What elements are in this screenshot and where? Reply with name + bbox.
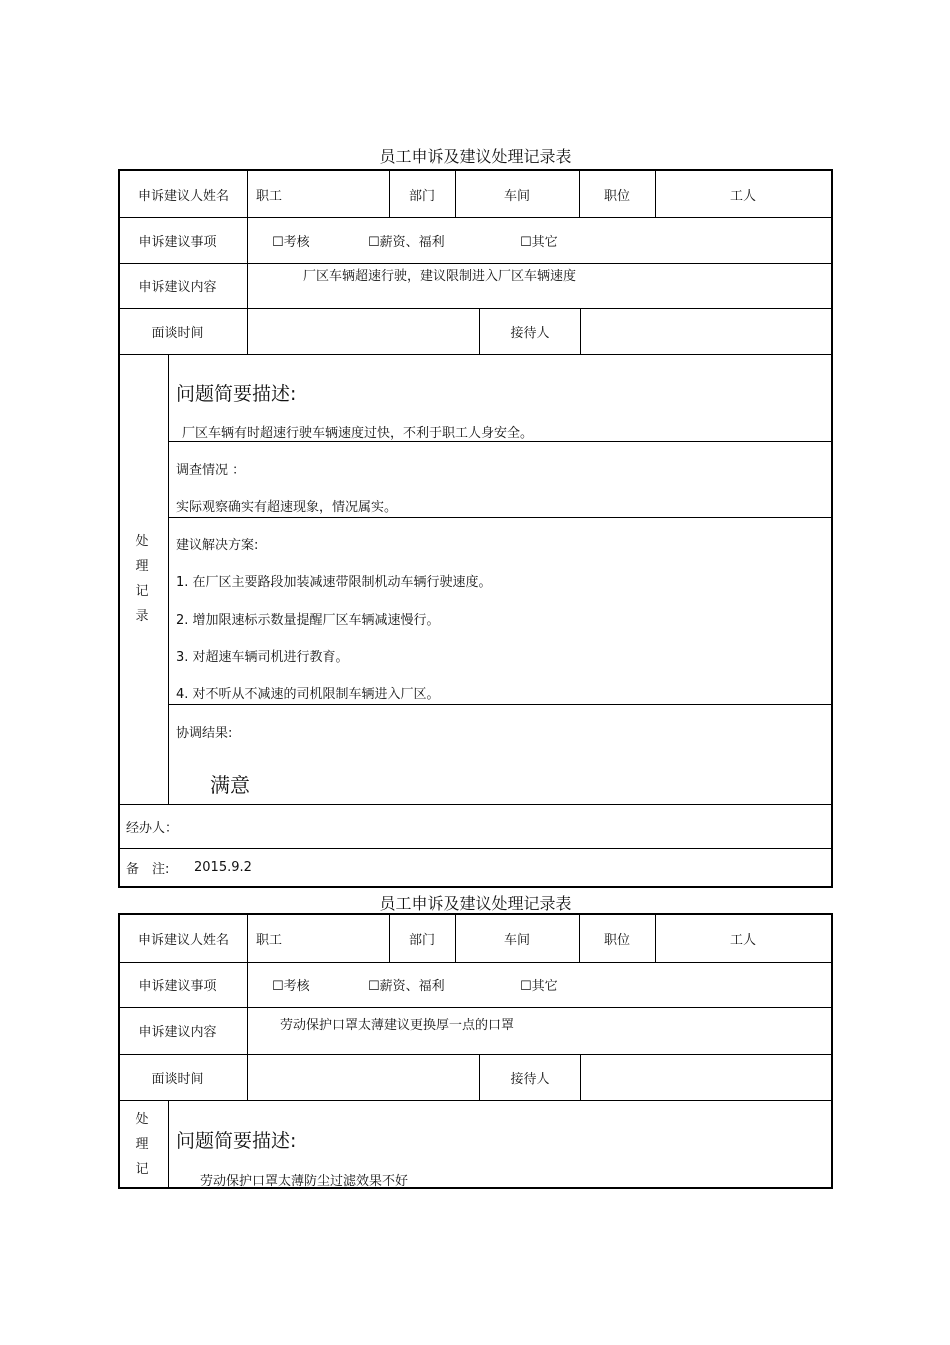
interview-value (260, 308, 470, 354)
handler-label: 经办人： (126, 820, 179, 836)
dept-value: 车间 (503, 933, 530, 948)
receiver-label: 接待人 (510, 1071, 550, 1087)
option-appraisal[interactable]: ☐考核 (272, 234, 310, 250)
problem-text: 劳动保护口罩太薄防尘过滤效果不好 (200, 1174, 409, 1189)
content-label: 申诉建议内容 (138, 1025, 217, 1040)
matter-label: 申诉建议事项 (138, 979, 217, 994)
result-heading: 协调结果: (176, 726, 233, 741)
interview-label: 面谈时间 (151, 1071, 204, 1087)
investigation-text: 实际观察确实有超速现象，情况属实。 (176, 500, 398, 515)
solution-item: 4. 对不听从不减速的司机限制车辆进入厂区。 (176, 687, 440, 702)
record-label: 处 理 记 录 (135, 534, 149, 624)
form2-table (118, 913, 833, 1189)
option-salary[interactable]: ☐薪资、福利 (368, 979, 445, 994)
content-value: 劳动保护口罩太薄建议更换厚一点的口罩 (280, 1018, 515, 1033)
name-value: 职工 (256, 188, 283, 204)
dept-label: 部门 (408, 188, 435, 204)
form2-title: 员工申诉及建议处理记录表 (379, 894, 572, 913)
problem-heading: 问题简要描述: (176, 383, 297, 405)
dept-value: 车间 (503, 188, 530, 204)
option-other[interactable]: ☐其它 (520, 234, 558, 250)
remark-value: 2015.9.2 (194, 859, 252, 875)
form1-table (118, 169, 833, 888)
interview-label: 面谈时间 (151, 325, 204, 341)
problem-text: 厂区车辆有时超速行驶车辆速度过快，不利于职工人身安全。 (182, 426, 534, 441)
solution-item: 2. 增加限速标示数量提醒厂区车辆减速慢行。 (176, 613, 440, 628)
position-value: 工人 (729, 933, 756, 948)
problem-heading: 问题简要描述: (176, 1130, 297, 1152)
solution-item: 3. 对超速车辆司机进行教育。 (176, 650, 349, 665)
name-label: 申诉建议人姓名 (137, 188, 229, 204)
option-appraisal[interactable]: ☐考核 (272, 979, 310, 994)
solution-item: 1. 在厂区主要路段加装减速带限制机动车辆行驶速度。 (176, 575, 492, 590)
matter-label: 申诉建议事项 (138, 234, 217, 250)
result-text: 满意 (210, 773, 250, 797)
position-label: 职位 (603, 188, 630, 204)
position-label: 职位 (603, 933, 630, 948)
remark-label: 备 注: (126, 861, 170, 877)
option-other[interactable]: ☐其它 (520, 979, 558, 994)
option-salary[interactable]: ☐薪资、福利 (368, 234, 445, 250)
dept-label: 部门 (408, 933, 435, 948)
content-value: 厂区车辆超速行驶，建议限制进入厂区车辆速度 (303, 269, 577, 284)
investigation-heading: 调查情况 ： (176, 463, 246, 478)
name-value: 职工 (256, 933, 283, 948)
content-label: 申诉建议内容 (138, 280, 217, 295)
record-label: 处 理 记 (135, 1112, 149, 1177)
name-label: 申诉建议人姓名 (137, 933, 229, 948)
position-value: 工人 (729, 188, 756, 204)
receiver-value (590, 308, 820, 354)
receiver-label: 接待人 (510, 325, 550, 341)
form1-title: 员工申诉及建议处理记录表 (379, 147, 572, 166)
solution-heading: 建议解决方案: (176, 538, 259, 553)
